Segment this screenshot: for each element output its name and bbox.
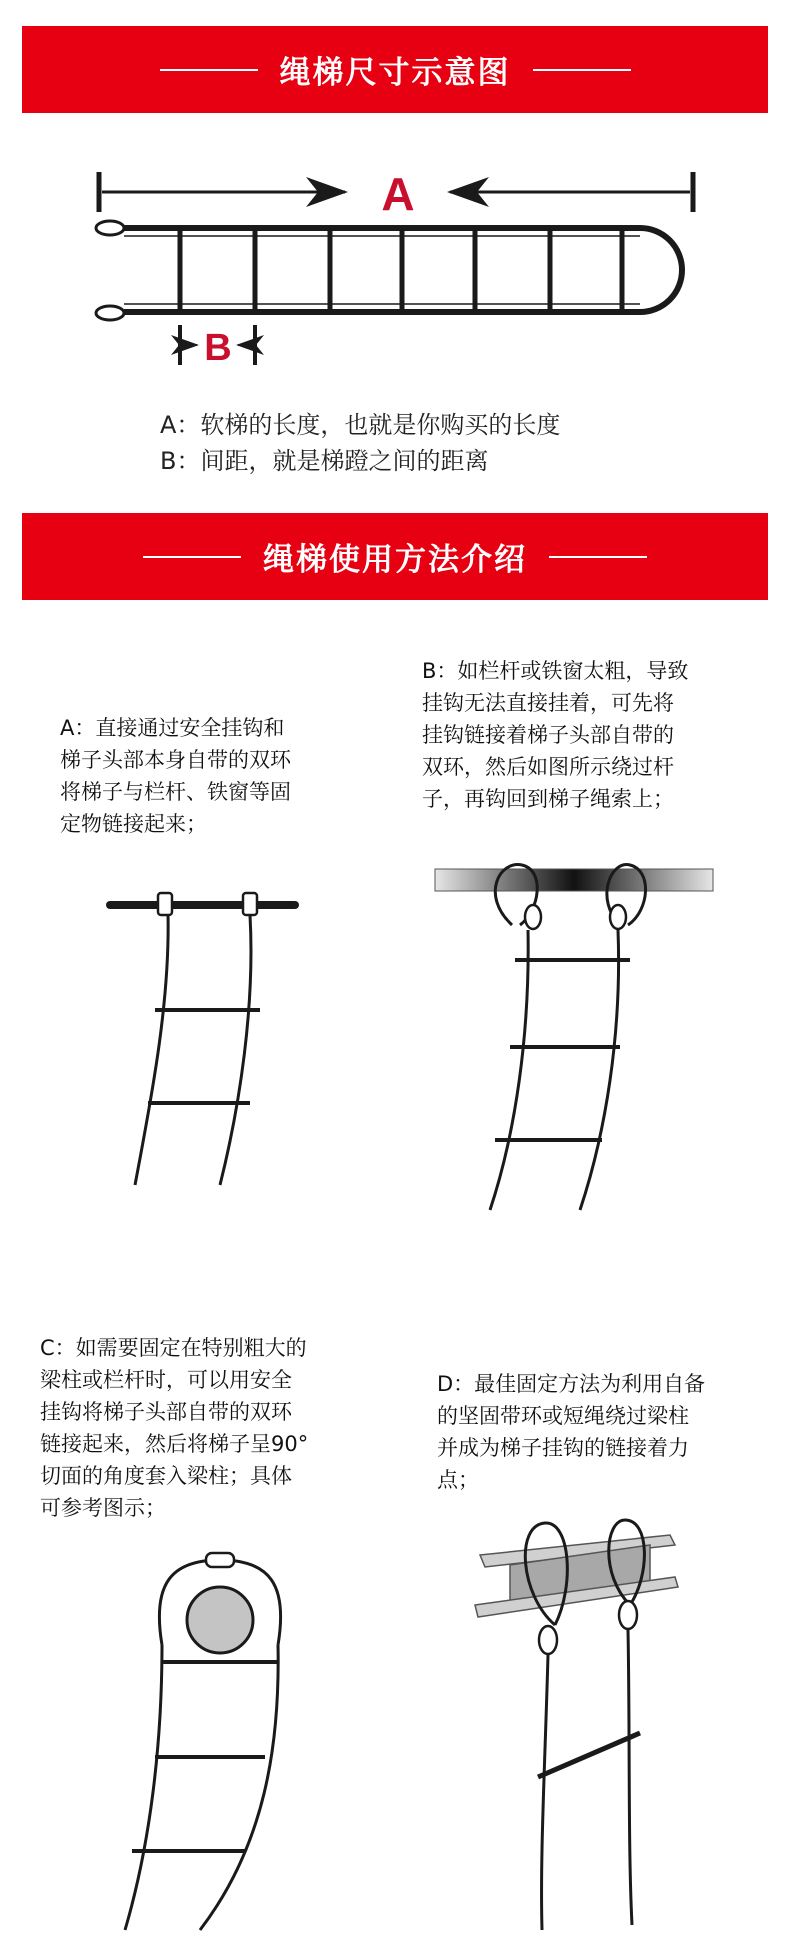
method-a-line: 定物链接起来； [60,812,207,836]
rope-right [628,1630,632,1925]
rope-right [200,1645,278,1930]
banner-right-line [549,556,647,558]
method-c-line: 梁柱或栏杆时，可以用安全 [40,1368,292,1392]
method-c-line: C：如需要固定在特别粗大的 [40,1336,307,1360]
banner-right-line [533,69,631,71]
rope-left [490,930,528,1210]
method-c-line: 挂钩将梯子头部自带的双环 [40,1400,292,1424]
definition-b: B：间距，就是梯蹬之间的距离 [160,447,489,475]
method-b-text [422,655,688,815]
method-d-line: D：最佳固定方法为利用自备 [437,1372,706,1396]
pillar-cross-section [187,1587,253,1653]
method-a-line: 梯子头部本身自带的双环 [60,748,291,772]
method-b-illustration [430,855,720,1220]
banner-left-line [160,69,258,71]
method-c-text [40,1332,308,1524]
dim-b-label: B [204,327,232,369]
rope-right [220,915,251,1185]
method-b-line: 子，再钩回到梯子绳索上； [422,787,674,811]
thick-bar [435,869,713,891]
method-c-line: 可参考图示； [40,1496,166,1520]
section-title-dimensions: 绳梯尺寸示意图 [279,55,511,91]
hook-top [206,1553,234,1567]
method-a-illustration [90,885,320,1195]
method-b-line: 挂钩无法直接挂着，可先将 [422,691,674,715]
method-a-text [60,712,291,840]
method-a-line: A：直接通过安全挂钩和 [60,716,285,740]
banner-left-line [143,556,241,558]
section-banner-usage [22,513,768,600]
method-d-text [437,1368,705,1496]
method-c-line: 切面的角度套入梁柱；具体 [40,1464,292,1488]
rope-left [135,915,168,1185]
top-rail-loop [96,221,124,235]
definition-a: A：软梯的长度，也就是你购买的长度 [160,411,561,439]
hook-left [539,1626,557,1654]
bottom-rail-loop [96,306,124,320]
method-d-line: 的坚固带环或短绳绕过梁柱 [437,1404,689,1428]
ladder-rung [538,1733,640,1777]
method-d-line: 并成为梯子挂钩的链接着力 [437,1436,689,1460]
method-a-line: 将梯子与栏杆、铁窗等固 [60,780,291,804]
method-c-illustration [110,1545,310,1935]
section-banner-dimensions [22,26,768,113]
section-title-usage: 绳梯使用方法介绍 [263,542,527,578]
hook-right [243,893,257,915]
method-c-line: 链接起来，然后将梯子呈90° [40,1432,309,1456]
hook-left [158,893,172,915]
method-d-illustration [470,1515,690,1935]
rope-left [542,1655,548,1930]
hook-left [525,905,541,929]
method-b-line: 挂钩链接着梯子头部自带的 [422,723,674,747]
method-d-line: 点； [437,1468,479,1492]
rope-left [125,1645,162,1930]
ladder-dimension-diagram [0,160,790,375]
hook-right [619,1601,637,1629]
rope-right [580,930,619,1210]
method-b-line: 双环，然后如图所示绕过杆 [422,755,674,779]
method-b-line: B：如栏杆或铁窗太粗，导致 [422,659,689,683]
dim-a-label: A [381,168,415,220]
hook-right [610,905,626,929]
